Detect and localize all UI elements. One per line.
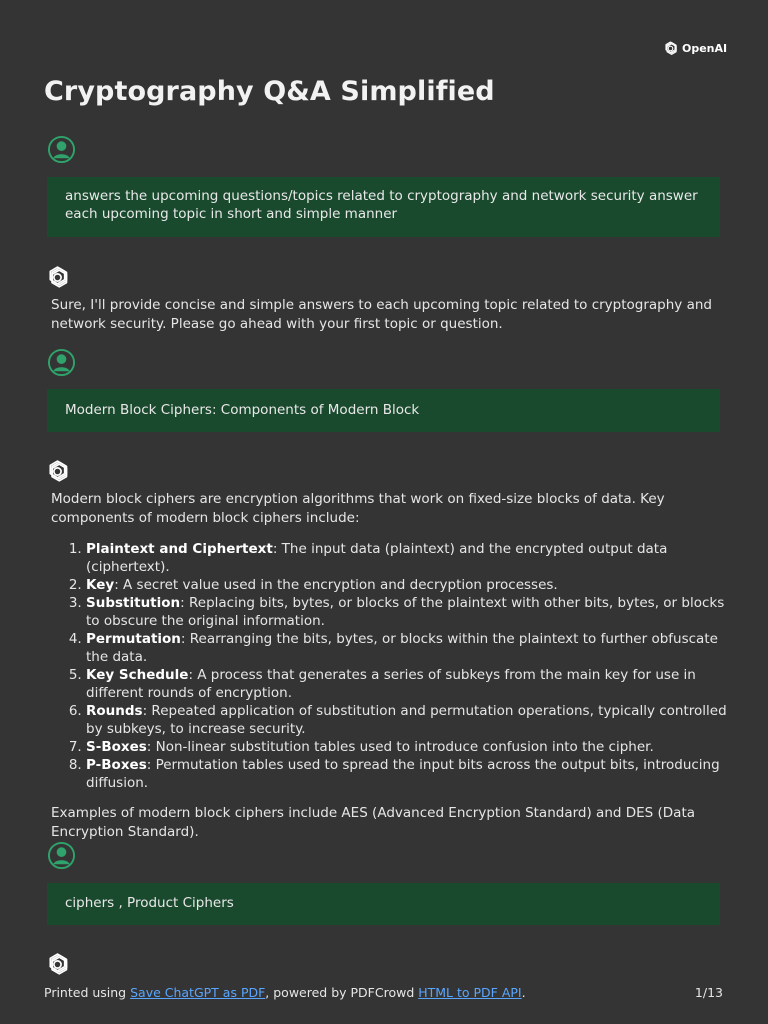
footer-middle: , powered by PDFCrowd	[265, 985, 419, 1000]
list-item	[86, 738, 731, 756]
list-item-term: Key Schedule	[86, 667, 189, 683]
list-item-term: Rounds	[86, 703, 143, 719]
components-list	[51, 540, 731, 792]
user-message	[47, 883, 720, 925]
print-footer	[44, 985, 526, 1000]
list-item-desc: : Permutation tables used to spread the input bits across the output bits, introducing diffusion.	[86, 757, 720, 791]
list-item-term: Permutation	[86, 631, 181, 647]
user-avatar-icon	[47, 841, 76, 870]
page-number: 1/13	[694, 985, 723, 1000]
list-item-desc: : Replacing bits, bytes, or blocks of the plaintext with other bits, bytes, or blocks to obscure the original information.	[86, 595, 725, 629]
list-item-desc: : The input data (plaintext) and the encrypted output data (ciphertext).	[86, 541, 668, 575]
page-title: Cryptography Q&A Simplified	[44, 76, 495, 107]
list-item-term: Substitution	[86, 595, 181, 611]
list-item	[86, 630, 731, 666]
assistant-message	[51, 490, 731, 842]
list-item-desc: : A process that generates a series of subkeys from the main key for use in different rounds of encryption.	[86, 667, 696, 701]
user-avatar-icon	[47, 135, 76, 164]
list-item-term: Key	[86, 577, 115, 593]
assistant-outro: Examples of modern block ciphers include AES (Advanced Encryption Standard) and DES (Data Encryption Standard).	[51, 805, 696, 840]
user-message-text: answers the upcoming questions/topics related to cryptography and network security answer each upcoming topic in short and simple manner	[65, 188, 698, 222]
openai-brand	[662, 40, 727, 57]
assistant-intro: Modern block ciphers are encryption algorithms that work on fixed-size blocks of data. Key components of modern block ciphers include:	[51, 491, 665, 526]
list-item-term: S-Boxes	[86, 739, 147, 755]
list-item-desc: : Non-linear substitution tables used to introduce confusion into the cipher.	[146, 739, 654, 755]
user-message-text: ciphers , Product Ciphers	[65, 895, 234, 911]
chatgpt-icon	[44, 264, 71, 291]
user-avatar-icon	[47, 348, 76, 377]
user-message-text: Modern Block Ciphers: Components of Modern Block	[65, 402, 420, 418]
openai-logo-icon	[662, 40, 679, 57]
list-item	[86, 540, 731, 576]
brand-label: OpenAI	[682, 42, 728, 55]
list-item-desc: : Repeated application of substitution and permutation operations, typically controlled by subkeys, to increase security.	[86, 703, 727, 737]
chatgpt-icon	[44, 458, 71, 485]
save-chatgpt-pdf-link[interactable]: Save ChatGPT as PDF	[130, 985, 266, 1000]
footer-prefix: Printed using	[44, 985, 131, 1000]
list-item-term: P-Boxes	[86, 757, 147, 773]
list-item-desc: : A secret value used in the encryption and decryption processes.	[114, 577, 558, 593]
list-item	[86, 666, 731, 702]
assistant-message	[51, 296, 731, 334]
assistant-message-text: Sure, I'll provide concise and simple answers to each upcoming topic related to cryptography and network security. Please go ahead with your first topic or question.	[51, 297, 712, 332]
list-item-desc: : Rearranging the bits, bytes, or blocks within the plaintext to further obfuscate the data.	[86, 631, 718, 665]
list-item	[86, 594, 731, 630]
list-item	[86, 756, 731, 792]
list-item	[86, 576, 731, 594]
list-item-term: Plaintext and Ciphertext	[86, 541, 273, 557]
footer-suffix: .	[521, 985, 526, 1000]
chatgpt-icon	[44, 951, 71, 978]
html-to-pdf-api-link[interactable]: HTML to PDF API	[418, 985, 522, 1000]
list-item	[86, 702, 731, 738]
user-message	[47, 389, 720, 432]
user-message	[47, 177, 720, 237]
